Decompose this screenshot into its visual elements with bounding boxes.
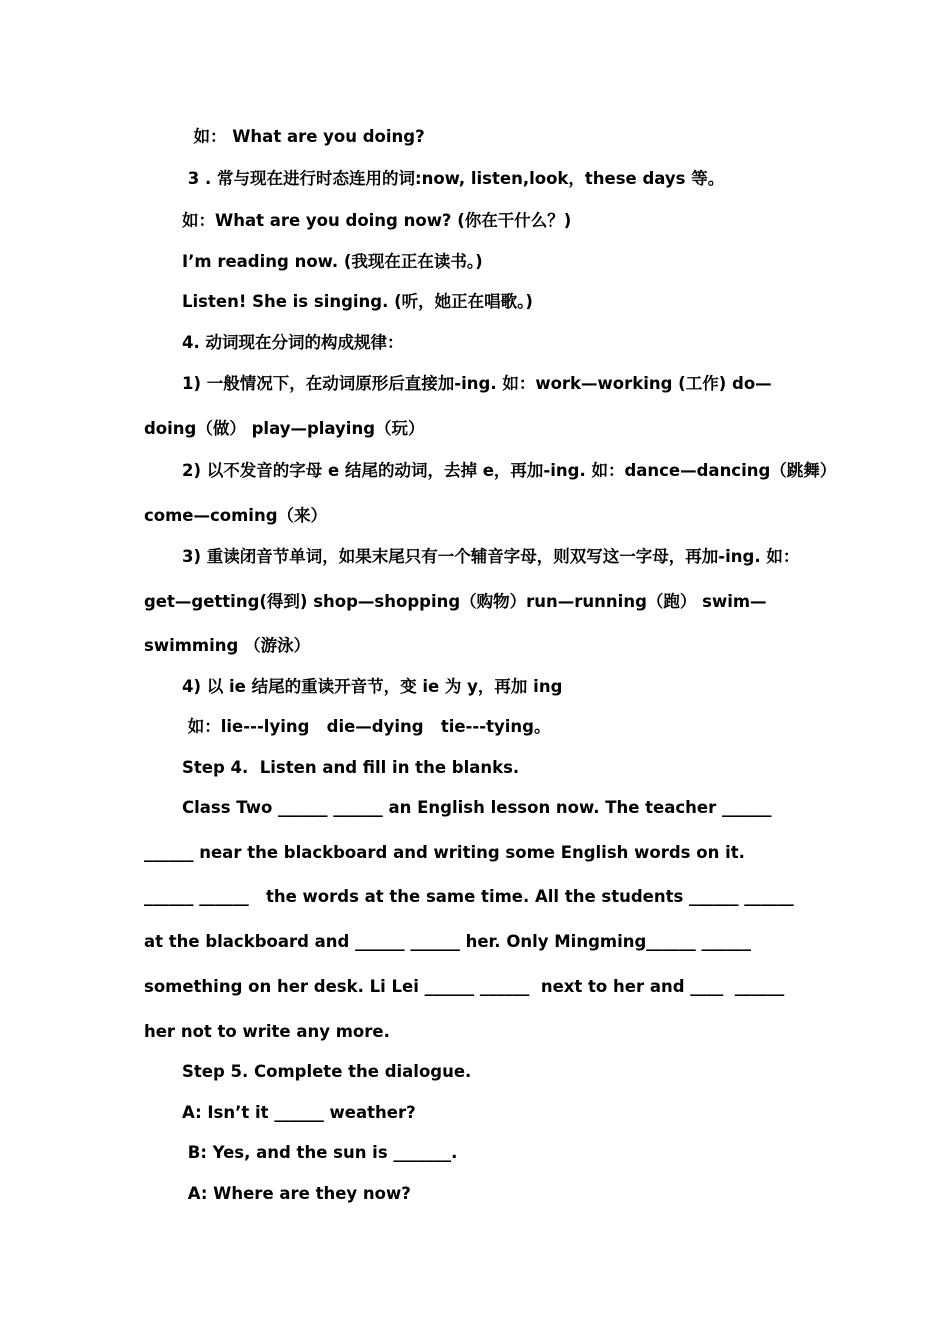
example-what-are-you-doing: 如： What are you doing? — [182, 127, 425, 146]
rule-4-2-line-2: come—coming（来） — [144, 506, 328, 525]
rule-4-3-line-2: get—getting(得到) shop—shopping（购物）run—running（跑） swim— — [144, 592, 767, 611]
step-4-line-5: something on her desk. Li Lei ______ ______ next to her and ____ ______ — [144, 977, 785, 996]
dialogue-line-1: A: Isn’t it ______ weather? — [182, 1103, 416, 1122]
step-4-line-4: at the blackboard and ______ ______ her. Only Mingming______ ______ — [144, 932, 752, 951]
step-4-line-1: Class Two ______ ______ an English lesson now. The teacher ______ — [182, 798, 772, 817]
step-5-heading: Step 5. Complete the dialogue. — [182, 1062, 472, 1081]
step-4-line-3: ______ ______ the words at the same time. All the students ______ ______ — [144, 887, 794, 906]
example-listen-singing: Listen! She is singing. (听，她正在唱歌。) — [182, 292, 533, 311]
step-4-heading: Step 4. Listen and fill in the blanks. — [182, 758, 520, 777]
rule-4-3-line-3: swimming （游泳） — [144, 636, 311, 655]
rule-3-time-words: 3 . 常与现在进行时态连用的词:now, listen,look，these days 等。 — [182, 169, 725, 188]
dialogue-line-2: B: Yes, and the sun is _______. — [182, 1143, 458, 1162]
rule-4-heading: 4. 动词现在分词的构成规律： — [182, 333, 404, 352]
rule-4-1-line-2: doing（做） play—playing（玩） — [144, 419, 425, 438]
rule-4-4-examples: 如：lie---lying die—dying tie---tying。 — [182, 717, 551, 736]
example-doing-now: 如：What are you doing now? (你在干什么？) — [182, 211, 572, 230]
rule-4-4-line-1: 4) 以 ie 结尾的重读开音节，变 ie 为 y，再加 ing — [182, 677, 563, 696]
rule-4-1-line-1: 1) 一般情况下，在动词原形后直接加-ing. 如：work—working (工作) do— — [182, 374, 772, 393]
rule-4-2-line-1: 2) 以不发音的字母 e 结尾的动词，去掉 e，再加-ing. 如：dance—dancing（跳舞） — [182, 461, 837, 480]
example-reading-now: I’m reading now. (我现在正在读书。) — [182, 252, 483, 271]
rule-4-3-line-1: 3) 重读闭音节单词，如果末尾只有一个辅音字母，则双写这一字母，再加-ing. 如： — [182, 547, 800, 566]
dialogue-line-3: A: Where are they now? — [182, 1184, 411, 1203]
step-4-line-2: ______ near the blackboard and writing some English words on it. — [144, 843, 745, 862]
step-4-line-6: her not to write any more. — [144, 1022, 390, 1041]
